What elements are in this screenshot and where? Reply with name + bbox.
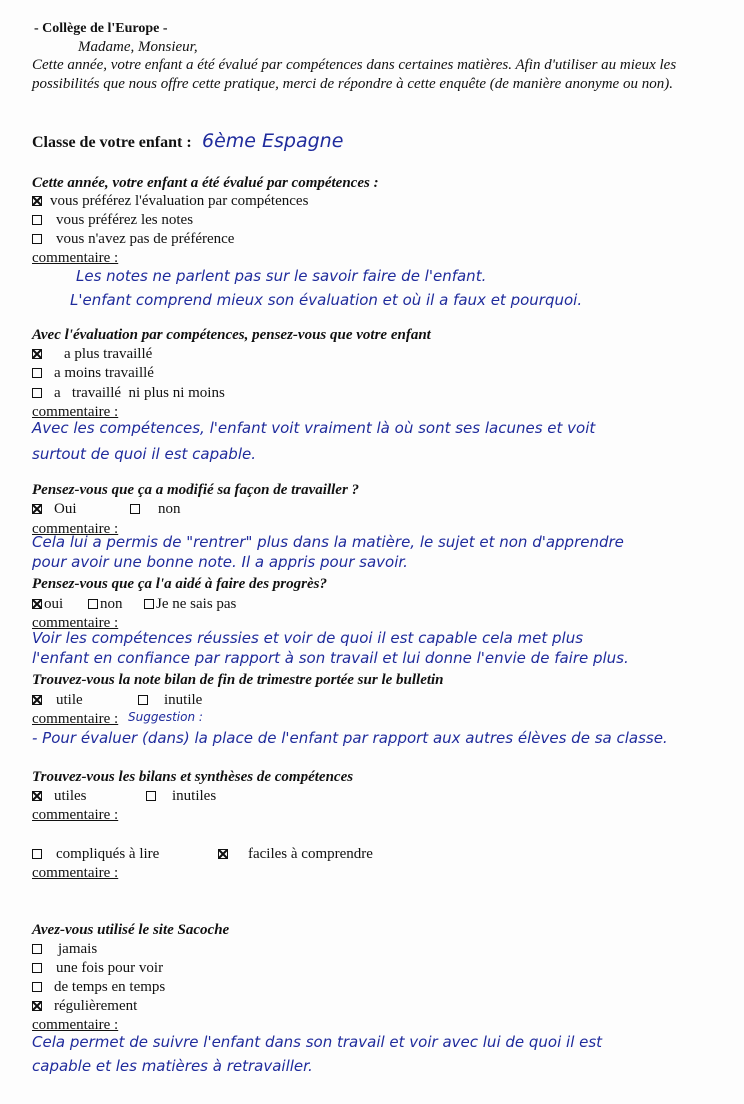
q2-comment-line-2[interactable]: surtout de quoi il est capable.: [32, 445, 256, 463]
q4-option-non[interactable]: non: [88, 595, 123, 613]
q3-comment-line-2[interactable]: pour avoir une bonne note. Il a appris pour savoir.: [32, 553, 408, 571]
q2-option-1[interactable]: a plus travaillé: [32, 345, 152, 363]
intro-text: Cette année, votre enfant a été évalué par compétences dans certaines matières. Afin d'utiliser au mieux les possibilités que nous offre cette pratique, merci de répondre à cette enquête (de manière anonyme ou non).: [32, 57, 677, 92]
q1-option-3[interactable]: vous n'avez pas de préférence: [32, 230, 234, 248]
class-label: Classe de votre enfant :: [32, 134, 192, 151]
q7-comment-label: commentaire :: [32, 1017, 119, 1033]
q4-option-oui[interactable]: oui: [32, 595, 63, 613]
checkbox-checked-icon[interactable]: [32, 695, 42, 705]
q5-comment-label: commentaire :: [32, 711, 119, 727]
q6-comment-label-b: commentaire :: [32, 865, 119, 881]
checkbox-icon[interactable]: [32, 944, 42, 954]
q4-option-nsp[interactable]: Je ne sais pas: [144, 595, 236, 613]
q1-option-2[interactable]: vous préférez les notes: [32, 211, 193, 229]
checkbox-checked-icon[interactable]: [32, 791, 42, 801]
checkbox-checked-icon[interactable]: [218, 849, 228, 859]
checkbox-icon[interactable]: [138, 695, 148, 705]
q6-option-easy[interactable]: faciles à comprendre: [218, 845, 373, 863]
q6-title: Trouvez-vous les bilans et synthèses de compétences: [32, 769, 354, 785]
school-name: - Collège de l'Europe -: [34, 21, 168, 36]
checkbox-icon[interactable]: [32, 388, 42, 398]
q5-title: Trouvez-vous la note bilan de fin de trimestre portée sur le bulletin: [32, 672, 444, 688]
q2-option-3[interactable]: a travaillé ni plus ni moins: [32, 384, 225, 402]
checkbox-checked-icon[interactable]: [32, 196, 42, 206]
checkbox-icon[interactable]: [32, 963, 42, 973]
q6-option-inutiles[interactable]: inutiles: [146, 787, 216, 805]
q7-comment-line-1[interactable]: Cela permet de suivre l'enfant dans son travail et voir avec lui de quoi il est: [32, 1033, 603, 1051]
checkbox-icon[interactable]: [144, 599, 154, 609]
q1-comment-label: commentaire :: [32, 250, 119, 266]
q5-option-utile[interactable]: utile: [32, 691, 83, 709]
q7-option-jamais[interactable]: jamais: [32, 940, 97, 958]
q7-option-regularly[interactable]: régulièrement: [32, 997, 137, 1015]
q1-comment-line-2[interactable]: L'enfant comprend mieux son évaluation et où il a faux et pourquoi.: [70, 291, 583, 309]
q2-option-2[interactable]: a moins travaillé: [32, 364, 154, 382]
q5-option-inutile[interactable]: inutile: [138, 691, 202, 709]
q5-comment-prefix[interactable]: Suggestion :: [128, 710, 203, 724]
q7-title: Avez-vous utilisé le site Sacoche: [32, 922, 230, 938]
q3-comment-line-1[interactable]: Cela lui a permis de "rentrer" plus dans la matière, le sujet et non d'apprendre: [32, 533, 624, 551]
q2-comment-line-1[interactable]: Avec les compétences, l'enfant voit vraiment là où sont ses lacunes et voit: [32, 419, 596, 437]
q4-comment-label: commentaire :: [32, 615, 119, 631]
checkbox-icon[interactable]: [32, 982, 42, 992]
q3-comment-label: commentaire :: [32, 521, 119, 537]
checkbox-icon[interactable]: [32, 368, 42, 378]
q2-comment-label: commentaire :: [32, 404, 119, 420]
q2-title: Avec l'évaluation par compétences, pensez-vous que votre enfant: [32, 327, 431, 343]
checkbox-checked-icon[interactable]: [32, 349, 42, 359]
salutation: Madame, Monsieur,: [78, 39, 198, 55]
q4-comment-line-2[interactable]: l'enfant en confiance par rapport à son travail et lui donne l'envie de faire plus.: [32, 649, 629, 667]
q1-option-1[interactable]: vous préférez l'évaluation par compétences: [32, 192, 308, 210]
q5-comment-line-1[interactable]: - Pour évaluer (dans) la place de l'enfant par rapport aux autres élèves de sa classe.: [32, 729, 668, 747]
checkbox-icon[interactable]: [32, 234, 42, 244]
checkbox-icon[interactable]: [32, 215, 42, 225]
checkbox-checked-icon[interactable]: [32, 504, 42, 514]
q6-option-utiles[interactable]: utiles: [32, 787, 87, 805]
q3-option-non[interactable]: non: [130, 500, 181, 518]
class-value[interactable]: 6ème Espagne: [202, 130, 344, 152]
q1-comment-line-1[interactable]: Les notes ne parlent pas sur le savoir faire de l'enfant.: [76, 267, 487, 285]
checkbox-checked-icon[interactable]: [32, 599, 42, 609]
q6-comment-label-a: commentaire :: [32, 807, 119, 823]
checkbox-icon[interactable]: [146, 791, 156, 801]
q7-option-once[interactable]: une fois pour voir: [32, 959, 163, 977]
checkbox-icon[interactable]: [88, 599, 98, 609]
q3-option-oui[interactable]: Oui: [32, 500, 77, 518]
checkbox-icon[interactable]: [130, 504, 140, 514]
q1-title: Cette année, votre enfant a été évalué par compétences :: [32, 175, 379, 191]
q7-comment-line-2[interactable]: capable et les matières à retravailler.: [32, 1057, 313, 1075]
q4-comment-line-1[interactable]: Voir les compétences réussies et voir de quoi il est capable cela met plus: [32, 629, 584, 647]
checkbox-icon[interactable]: [32, 849, 42, 859]
checkbox-checked-icon[interactable]: [32, 1001, 42, 1011]
q7-option-sometimes[interactable]: de temps en temps: [32, 978, 165, 996]
q3-title: Pensez-vous que ça a modifié sa façon de travailler ?: [32, 482, 360, 498]
q6-option-complicated[interactable]: compliqués à lire: [32, 845, 159, 863]
q4-title: Pensez-vous que ça l'a aidé à faire des progrès?: [32, 576, 327, 592]
